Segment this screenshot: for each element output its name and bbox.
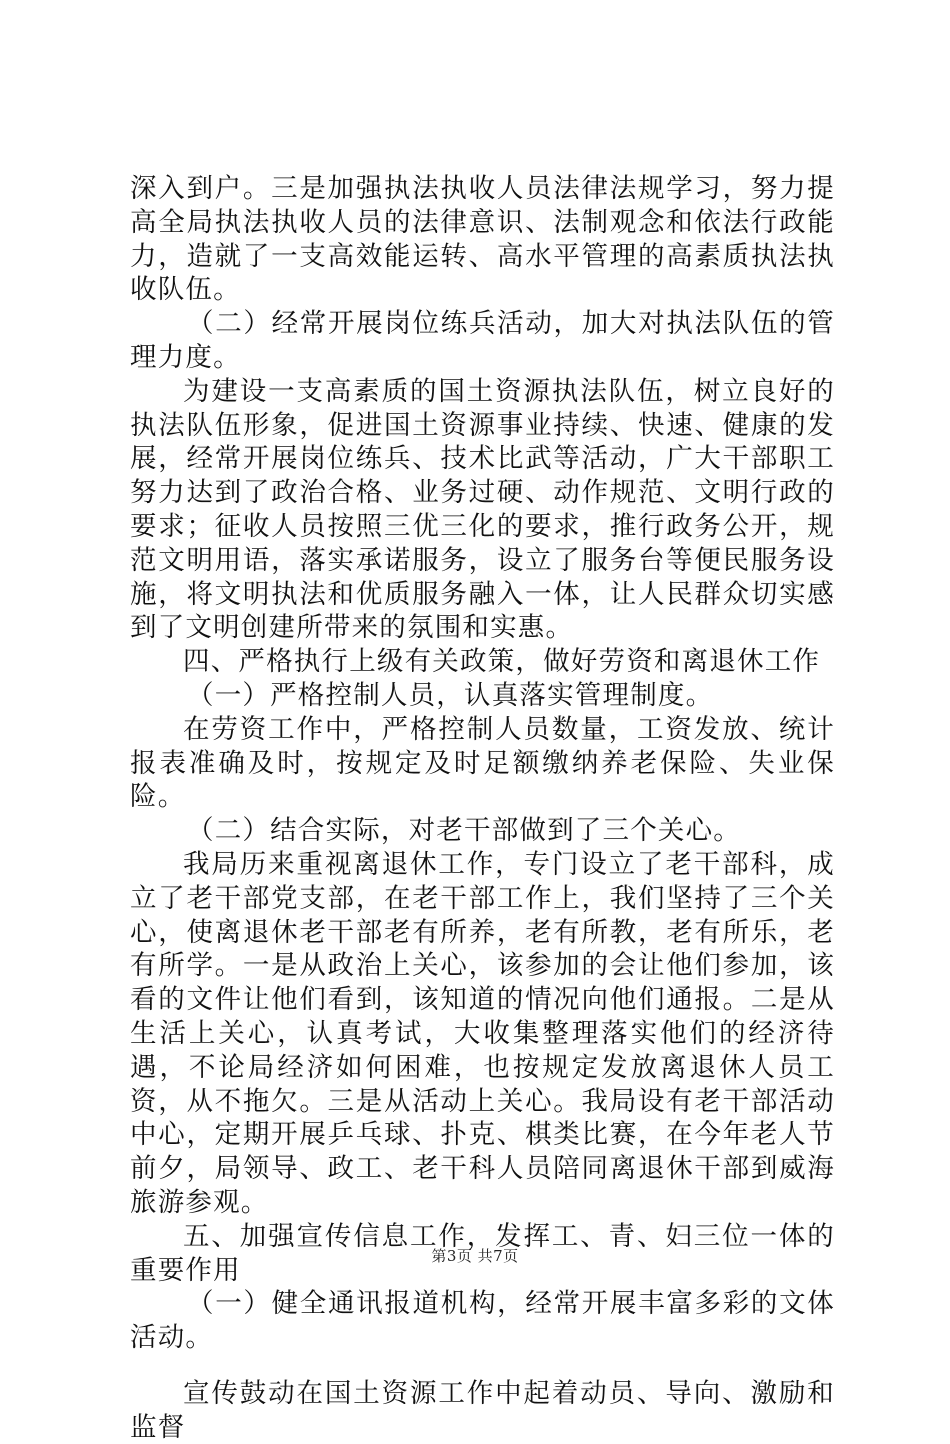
paragraph-labor-work: 在劳资工作中，严格控制人员数量，工资发放、统计报表准确及时，按规定及时足额缴纳养老保险、失业保险。	[130, 713, 835, 813]
page-number-footer: 第3页 共7页	[431, 1247, 519, 1265]
paragraph-publicity: 宣传鼓动在国土资源工作中起着动员、导向、激励和监督	[130, 1377, 835, 1443]
paragraph-retirees: 我局历来重视离退休工作，专门设立了老干部科，成立了老干部党支部，在老干部工作上，我们坚持了三个关心，使离退休老干部老有所养，老有所教，老有所乐，老有所学。一是从政治上关心，该参加的会让他们参加，该看的文件让他们看到，该知道的情况向他们通报。二是从生活上关心，认真考试，大收集整理落实他们的经济待遇，不论局经济如何困难，也按规定发放离退休人员工资，从不拖欠。三是从活动上关心。我局设有老干部活动中心，定期开展乒乓球、扑克、棋类比赛，在今年老人节前夕，局领导、政工、老干科人员陪同离退休干部到威海旅游参观。	[130, 848, 835, 1218]
subheading-control-personnel: （一）严格控制人员，认真落实管理制度。	[187, 679, 714, 711]
section-heading-five: 五、加强宣传信息工作，发挥工、青、妇三位一体的重要作用	[130, 1220, 835, 1286]
subheading-three-cares: （二）结合实际，对老干部做到了三个关心。	[187, 815, 741, 847]
paragraph-enforcement-team: 为建设一支高素质的国土资源执法队伍，树立良好的执法队伍形象，促进国土资源事业持续、快速、健康的发展，经常开展岗位练兵、技术比武等活动，广大干部职工努力达到了政治合格、业务过硬、动作规范、文明行政的要求；征收人员按照三优三化的要求，推行政务公开，规范文明用语，落实承诺服务，设立了服务台等便民服务设施，将文明执法和优质服务融入一体，让人民群众切实感到了文明创建所带来的氛围和实惠。	[130, 375, 835, 644]
section-heading-four: 四、严格执行上级有关政策，做好劳资和离退休工作	[183, 646, 821, 678]
subheading-news-reporting: （一）健全通讯报道机构，经常开展丰富多彩的文体活动。	[130, 1288, 835, 1354]
subheading-drill-activities: （二）经常开展岗位练兵活动，加大对执法队伍的管理力度。	[130, 308, 835, 373]
paragraph-continuation: 深入到户。三是加强执法执收人员法律法规学习，努力提高全局执法执收人员的法律意识、法制观念和依法行政能力，造就了一支高效能运转、高水平管理的高素质执法执收队伍。	[130, 173, 835, 306]
